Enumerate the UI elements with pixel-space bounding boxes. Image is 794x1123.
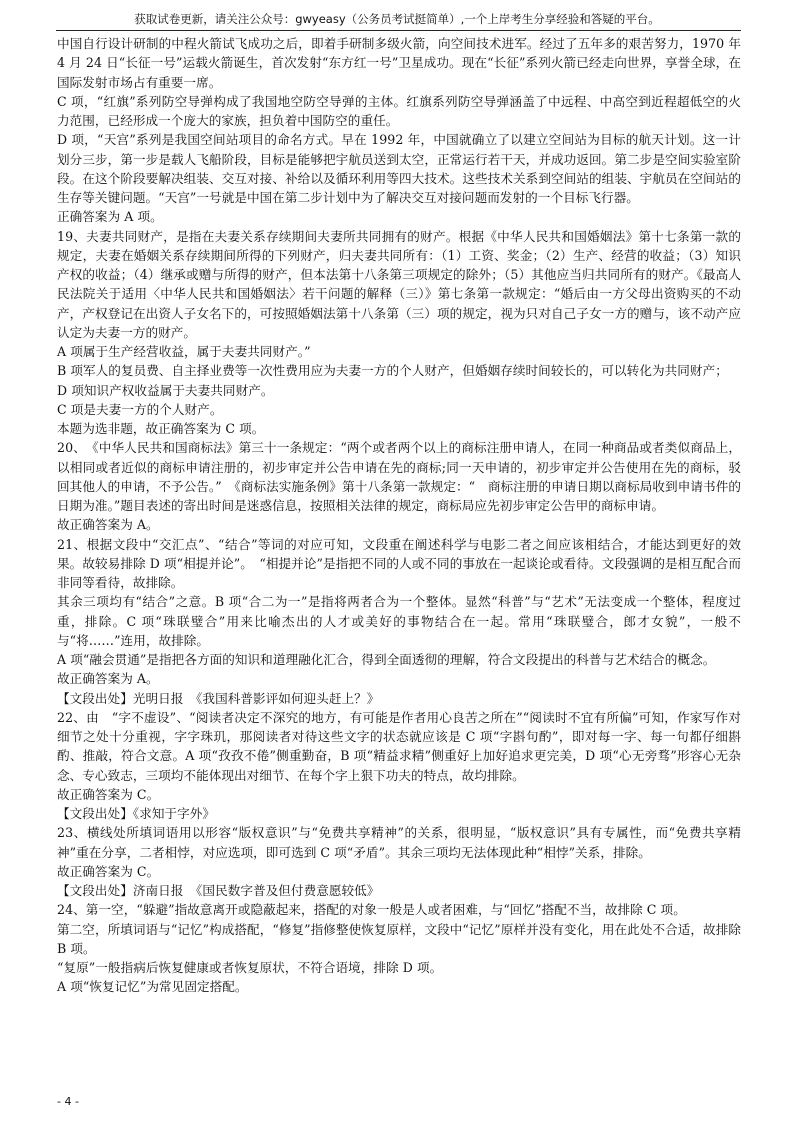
paragraph-changzheng: 中国自行设计研制的中程火箭试飞成功之后，即着手研制多级火箭，向空间技术进军。经过了五年多的艰苦努力，1970 年 4 月 24 日“长征一号”运载火箭诞生，首次发射“东方红一号”卫星成功。现在“长征”系列火箭已经走向世界，享誉全球，在国际发射市场占有重要一席。	[57, 36, 741, 90]
answer-23: 故正确答案为 C。	[57, 863, 160, 879]
q19-option-a: A 项属于生产经营收益，属于夫妻共同财产。”	[57, 344, 311, 359]
source-22: 【文段出处】《求知于字外》	[57, 806, 216, 821]
paragraph-option-d-tiangong: D 项，“天宫”系列是我国空间站项目的命名方式。早在 1992 年，中国就确立了以建立空间站为目标的航天计划。这一计划分三步，第一步是载人飞船阶段，目标是能够把宇航员送到太空，正常运行若干天，并成功返回。第二步是空间实验室阶段。在这个阶段要解决组装、交互对接、补给以及循环利用等四大技术。这些技术关系到空间站的组装、宇航员在空间站的生存等关键问题。“天宫”一号就是中国在第二步计划中为了解决交互对接问题而发射的一个目标飞行器。	[57, 132, 741, 205]
q21-option-a: A 项“融会贯通”是指把各方面的知识和道理融化汇合，得到全面透彻的理解，符合文段提出的科普与艺术结合的概念。	[57, 652, 716, 667]
question-24-second-blank: 第二空，所填词语与“记忆”构成搭配，“修复”指修整使恢复原样，文段中“记忆”原样并没有变化，用在此处不合适，故排除 B 项。	[57, 921, 741, 956]
question-21-explanation: 21、根据文段中“交汇点”、“结合”等词的对应可知，文段重在阐述科学与电影二者之间应该相结合，才能达到更好的效果。故较易排除 D 项“相提并论”。 “相提并论”是指把不同的人或不同的事放在一起谈论或看待。文段强调的是相互配合而非同等看待，故排除。	[57, 536, 741, 590]
q21-other-options: 其余三项均有“结合”之意。B 项“合二为一”是指将两者合为一个整体。显然“科普”与“艺术”无法变成一个整体，程度过重，排除。C 项“珠联璧合”用来比喻杰出的人才或美好的事物结合在一起。常用“珠联璧合，郎才女貌”，一般不与“将……”连用，故排除。	[57, 594, 741, 648]
q19-option-b: B 项军人的复员费、自主择业费等一次性费用应为夫妻一方的个人财产，但婚姻存续时间较长的，可以转化为共同财产；	[57, 363, 728, 379]
header-divider	[56, 30, 741, 31]
question-24-first-blank: 24、第一空，“躲避”指故意离开或隐蔽起来，搭配的对象一般是人或者困难，与“回忆”搭配不当，故排除 C 项。	[57, 902, 686, 918]
question-23-explanation: 23、横线处所填词语用以形容“版权意识”与“免费共享精神”的关系，很明显，“版权意识”具有专属性，而“免费共享精神”重在分享，二者相悖，对应选项，即可选到 C 项“矛盾”。其余三项均无法体现此种“相悖”关系，排除。	[57, 825, 741, 860]
source-23: 【文段出处】济南日报 《国民数字普及但付费意愿较低》	[57, 883, 380, 898]
paragraph-option-c-hongqi: C 项，“红旗”系列防空导弹构成了我国地空防空导弹的主体。红旗系列防空导弹涵盖了中远程、中高空到近程超低空的火力范围，已经形成一个庞大的家族，担负着中国防空的重任。	[57, 93, 741, 128]
question-22-explanation: 22、由 “字不虚设”、“阅读者决定不深究的地方，有可能是作者用心良苦之所在”“阅读时不宜有所偏”可知，作家写作对细节之处十分重视，字字珠玑，那阅读者对待这些文字的状态就应该是 C 项“字斟句酌”，即对每一字、每一句都仔细斟酌、推敲，符合文意。A 项“孜孜不倦”侧重勤奋，B 项“精益求精”侧重好上加好追求更完美，D 项“心无旁骛”形容心无杂念、专心致志，三项均不能体现出对细节、在每个字上狠下功夫的特点，故均排除。	[57, 709, 741, 783]
q24-option-d: “复原”一般指病后恢复健康或者恢复原状，不符合语境，排除 D 项。	[57, 960, 443, 975]
q24-option-a: A 项“恢复记忆”为常见固定搭配。	[57, 979, 248, 995]
page-number: - 4 -	[57, 1095, 79, 1108]
answer-20: 故正确答案为 A。	[57, 517, 159, 533]
source-21: 【文段出处】光明日报 《我国科普影评如何迎头赶上？》	[57, 690, 380, 706]
header-notice: 获取试卷更新，请关注公众号：gwyeasy（公务员考试挺简单）,一个上岸考生分享经验和答疑的平台。	[134, 12, 660, 26]
question-19-explanation: 19、夫妻共同财产，是指在夫妻关系存续期间夫妻所共同拥有的财产。根据《中华人民共和国婚姻法》第十七条第一款的规定，夫妻在婚姻关系存续期间所得的下列财产，归夫妻共同所有：（1）工资、奖金；（2）生产、经营的收益；（3）知识产权的收益；（4）继承或赠与所得的财产，但本法第十八条第三项规定的除外；（5）其他应当归共同所有的财产。《最高人民法院关于适用〈中华人民共和国婚姻法〉若干问题的解释（三）》第七条第一款规定：“婚后由一方父母出资购买的不动产，产权登记在出资人子女名下的，可按照婚姻法第十八条第（三）项的规定，视为只对自己子女一方的赠与，该不动产应认定为夫妻一方的财产。	[57, 228, 741, 340]
q19-option-c: C 项是夫妻一方的个人财产。	[57, 401, 223, 417]
answer-22: 故正确答案为 C。	[57, 786, 160, 802]
answer-19: 本题为选非题，故正确答案为 C 项。	[57, 421, 265, 436]
q19-option-d: D 项知识产权收益属于夫妻共同财产。	[57, 382, 274, 398]
answer-21: 故正确答案为 A。	[57, 671, 159, 687]
answer-18: 正确答案为 A 项。	[57, 209, 163, 225]
document-body	[57, 34, 741, 997]
question-20-explanation: 20、 《中华人民共和国商标法》第三十一条规定：“两个或者两个以上的商标注册申请人，在同一种商品或者类似商品上，以相同或者近似的商标申请注册的，初步审定并公告申请在先的商标;同一天申请的，初步审定并公告使用在先的商标，驳回其他人的申请，不予公告。” 《商标法实施条例》第十八条第一款规定：“ 商标注册的申请日期以商标局收到申请书件的日期为准。”题目表述的寄出时间是迷惑信息，按照相关法律的规定，商标局应先初步审定公告甲的商标申请。	[57, 440, 741, 513]
